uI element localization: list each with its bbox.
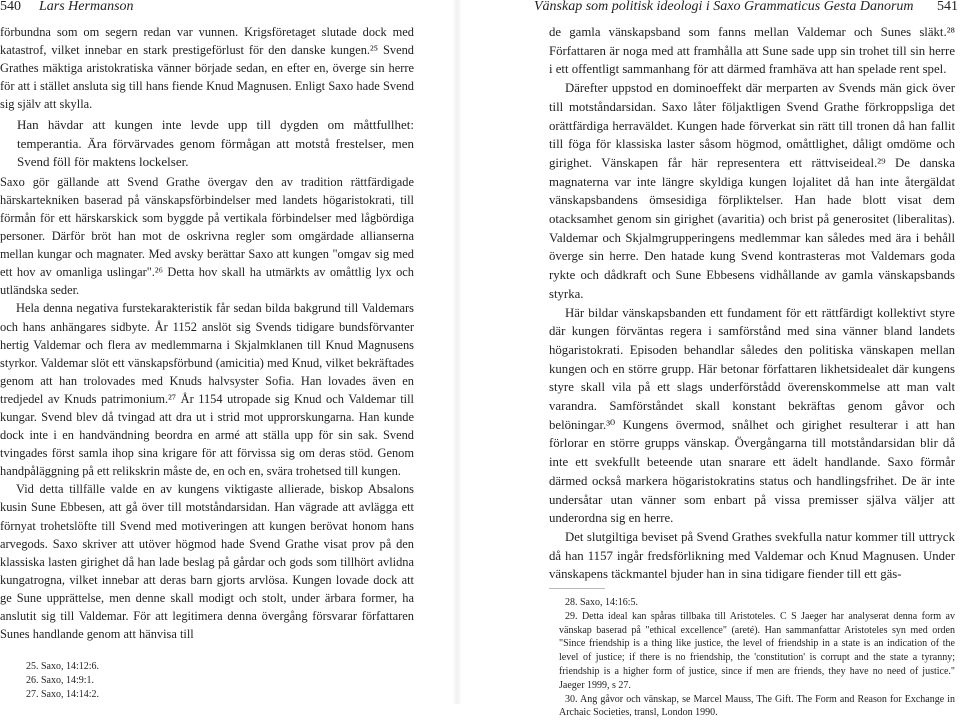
paragraph: Därefter uppstod en dominoeffekt där merparten av Svends män gick över till motståndarsidan. Saxo låter följaktligen Svend Grathe förkroppsliga det orättfärdiga herraväldet. Kungen hade förverkat sin rätt till tronen då han fallit till föga för klassiska laster såsom högmod, omåttlighet, dåligt omdöme och girighet. Vänskapen får här representera ett rättviseideal.²⁹ De danska magnaterna var inte längre skyldiga kungen lojalitet då han inte återgäldat vänskapsbandens ömsesidiga förpliktelser. Han hade blott visat dem otacksamhet genom sin girighet (avaritia) och brist på generositet (liberalitas). Valdemar och Skjalmgrupperingens medlemmar kan således med ära i behåll överge sin herre. Den hatade kung Svend kontrasteras mot Valdemars goda rykte och dådkraft och Sune Ebbesens vidhållande av gamla vänskapsbands styrka. <box>549 81 955 301</box>
paragraph: Han hävdar att kungen inte levde upp till dygden om måttfullhet: temperantia. Ära förvärvades genom förmågan att motstå frestelser, men Svend föll för maktens lockelser. <box>17 117 414 169</box>
left-body-text <box>0 23 414 643</box>
paragraph: förbundna som om segern redan var vunnen. Krigsföretaget slutade dock med katastrof, vilket innebar en stark prestigeförlust för den danske kungen.²⁵ Svend Grathes mäktiga aristokratiska vänner började sedan, en efter en, överge sin herre för att i stället ansluta sig till hans fiende Knud Magnusen. Enligt Saxo hade Svend sig själv att skylla. <box>0 25 414 112</box>
left-footnotes <box>26 660 406 701</box>
right-running-head <box>534 0 958 15</box>
left-author-name: Lars Hermanson <box>39 0 134 14</box>
footnote: 27. Saxo, 14:14:2. <box>26 688 100 700</box>
paragraph: Hela denna negativa furstekarakteristik får sedan bilda bakgrund till Valdemars och hans anhängares sidbyte. År 1152 anslöt sig Svends tidigare bundsförvanter hertig Valdemar och flera av medlemmarna i Skjalmklanen till Knud Magnusens styrkor. Valdemar slöt ett vänskapsförbund (amicitia) med Knud, vilket bekräftades genom att han trolovades med Knuds halvsyster Sofia. Han lovades även en tredjedel av Knuds patrimonium.²⁷ År 1154 utropade sig Knud och Valdemar till kungar. Svend blev då tvingad att dra ut i strid mot upprorskungarna. Han kunde dock inte i en handvändning beordra en armé att ställa upp för sin sak. Svend tvingades först samla ihop sina krigare för att förvissa sig om deras stöd. Genom handpåläggning på ett relikskrin måste de, en och en, svära trohetsed till kungen. <box>0 301 414 479</box>
left-page <box>0 0 440 704</box>
paragraph: Vid detta tillfälle valde en av kungens viktigaste allierade, biskop Absalons kusin Sune Ebbesen, att gå över till motståndarsidan. Han vägrade att avlägga ett förnyat trohetslöfte till Svend med motiveringen att kungen berövat honom hans arvegods. Saxo skriver att utöver högmod hade Svend Grathe visat prov på den klassiska lasten girighet då han lade beslag på gårdar och gods som tillhört avlidna kungatrogna, vilket innebar att deras barn gjorts arvlösa. Kungen lovade dock att ge Sune upprättelse, men denne skall modigt och stolt, under ärbara former, ha anslutit sig till Valdemar. För att legitimera denna övergång försvarar författaren Sunes handlande genom att hänvisa till <box>0 482 414 642</box>
left-page-number: 540 <box>0 0 21 14</box>
footnote-divider <box>549 588 605 589</box>
left-running-head <box>0 0 134 15</box>
right-page-number: 541 <box>937 0 958 14</box>
footnote: 30. Ang gåvor och vänskap, se Marcel Mauss, The Gift. The Form and Reason for Exchange in Archaic Societies, transl, London 1990. <box>559 693 955 719</box>
footnote: 25. Saxo, 14:12:6. <box>26 661 100 672</box>
right-body-text <box>549 23 955 584</box>
footnote: 29. Detta ideal kan spåras tillbaka till Aristoteles. C S Jaeger har analyserat denna form av vänskap baserad på "ethical excellence" (areté). Han sammanfattar Aristoteles syn med orden "Since friendship is a thing like justice, the level of friendship in a state is an indication of the level of justice; if there is no friendship, the 'constitution' is corrupt and the state a tyranny; friendship is a higher form of justice, since if men are friends, they have no need of justice." Jaeger 1999, s 27. <box>559 610 955 691</box>
paragraph: Här bildar vänskapsbanden ett fundament för ett rättfärdigt kollektivt styre där kungen förväntas regera i samförstånd med sina vänner bland landets högaristokrati. Episoden behandlar således den politiska vänskapen mellan kungen och en större grupp. Här betonar författaren likhetsidealet där kungens styre skall vila på ett slags underförstådd överenskommelse att man valt varandra. Samförståndet skall konstant bekräftas genom gåvor och belöningar.³⁰ Kungens övermod, snålhet och girighet resulterar i att han förlorar en större grupps vänskap. Övergångarna till motståndarsidan blir då inte ett svekfullt beteende utan snarare ett ädelt handlande. Saxo förmår därmed också markera högaristokratins status och handlingsfrihet. De är inte undersåtar utan vänner som enbart på vissa premisser själva väljer att underordna sig en herre. <box>549 305 955 526</box>
paragraph: Saxo gör gällande att Svend Grathe övergav den av tradition rättfärdigade härskartekniken baserad på vänskapsförbindelser med landets högaristokrati, till förmån för ett härskarskick som byggde på vertikala förbindelser med lågbördiga personer. Därför bröt han mot de oskrivna regler som omgärdade allianserna mellan kungar och magnater. Med avsky berättar Saxo att kungen "omgav sig med ett hov av omanliga uslingar".²⁶ Detta hov skall ha utmärkts av omåttlig lyx och utländska seder. <box>0 174 414 298</box>
footnote: 28. Saxo, 14:16:5. <box>565 597 639 608</box>
right-footnotes <box>559 596 955 720</box>
right-chapter-title: Vänskap som politisk ideologi i Saxo Grammaticus Gesta Danorum <box>534 0 914 14</box>
paragraph: de gamla vänskapsband som fanns mellan Valdemar och Sunes släkt.²⁸ Författaren är noga med att framhålla att Sune sade upp sin trohet till sin herre i ett offentligt sammanhang för att därmed framhäva att han spelade rent spel. <box>549 25 955 77</box>
footnote: 26. Saxo, 14:9:1. <box>26 674 95 686</box>
paragraph: Det slutgiltiga beviset på Svend Grathes svekfulla natur kommer till uttryck då han 1157 ingår fredsförlikning med Valdemar och Knud Magnusen. Under vänskapens täckmantel bjuder han in sina tidigare fiender till ett gäs- <box>549 529 955 582</box>
book-gutter <box>452 0 462 704</box>
right-page <box>470 0 960 719</box>
